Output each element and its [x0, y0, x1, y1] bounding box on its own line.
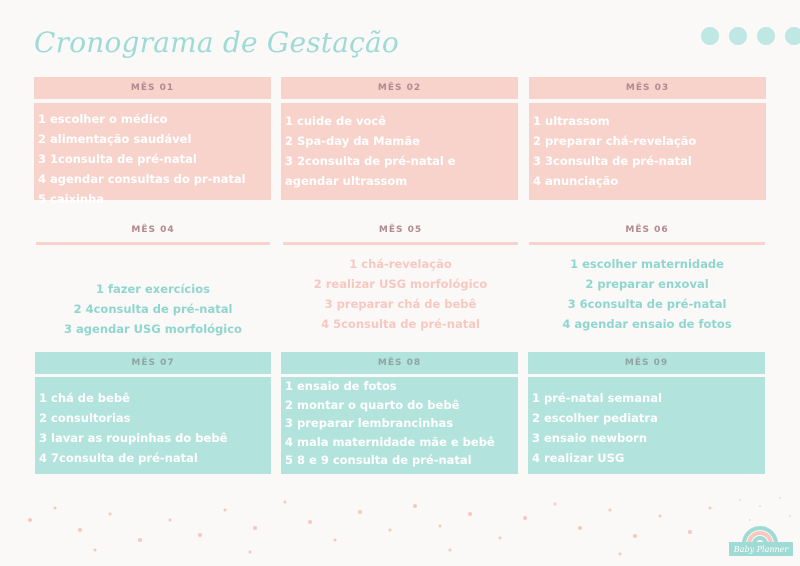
task-item: 1 escolher o médico — [38, 112, 168, 126]
task-item: 2 4consulta de pré-natal — [73, 302, 233, 316]
month-header: MÊS 08 — [281, 352, 518, 374]
divider — [36, 242, 270, 245]
month-tasks — [529, 103, 766, 200]
task-item: 4 agendar ensaio de fotos — [562, 317, 732, 331]
task-item: 1 pré-natal semanal — [532, 391, 662, 405]
task-item: 2 alimentação saudável — [38, 132, 192, 146]
task-item: 1 ultrassom — [533, 114, 610, 128]
task-item: 5 8 e 9 consulta de pré-natal — [285, 453, 472, 468]
task-item: 1 fazer exercícios — [96, 282, 210, 296]
month-header: MÊS 05 — [378, 225, 423, 235]
task-item: agendar ultrassom — [285, 174, 408, 188]
month-header: MÊS 04 — [131, 225, 175, 235]
divider — [283, 242, 518, 245]
task-item: 3 3consulta de pré-natal — [533, 154, 692, 168]
confetti-decoration — [0, 480, 800, 566]
month-header: MÊS 02 — [281, 77, 518, 99]
month-tasks — [281, 103, 518, 200]
month-tasks — [283, 254, 518, 334]
month-card-08 — [281, 352, 518, 474]
task-item: 2 escolher pediatra — [532, 411, 658, 425]
month-tasks — [528, 377, 765, 474]
task-item: 4 realizar USG — [532, 451, 625, 465]
task-item: 4 agendar consultas do pr-natal — [38, 172, 246, 186]
task-item: 2 consultorias — [39, 411, 131, 425]
task-item: 1 escolher maternidade — [570, 257, 724, 271]
task-item: 2 montar o quarto do bebê — [285, 397, 460, 412]
task-item: 3 lavar as roupinhas do bebê — [39, 431, 228, 445]
task-item: 3 agendar USG morfológico — [64, 322, 242, 336]
month-header: MÊS 09 — [528, 352, 765, 374]
month-card-03 — [529, 77, 766, 200]
month-card-07 — [35, 352, 271, 474]
task-item: 2 Spa-day da Mamãe — [285, 134, 420, 148]
task-item: 1 ensaio de fotos — [285, 379, 397, 393]
task-item: 1 cuide de você — [285, 114, 387, 128]
task-item: 4 7consulta de pré-natal — [39, 451, 198, 465]
month-header: MÊS 07 — [35, 352, 271, 374]
task-item: 1 chá-revelação — [349, 257, 452, 271]
task-item: 3 preparar chá de bebê — [324, 297, 477, 311]
task-item: 3 2consulta de pré-natal e — [285, 154, 456, 168]
month-tasks — [529, 254, 765, 334]
task-item: 3 preparar lembrancinhas — [285, 416, 454, 431]
month-card-05 — [283, 219, 518, 344]
page-title: Cronograma de Gestação — [34, 26, 399, 59]
task-item: 4 anunciação — [533, 174, 619, 188]
month-header: MÊS 06 — [625, 225, 669, 235]
task-item: 1 chá de bebê — [39, 391, 130, 405]
task-item: 4 5consulta de pré-natal — [321, 317, 480, 331]
logo-label: Baby Planner — [729, 542, 793, 556]
task-item: 2 preparar enxoval — [585, 277, 709, 291]
decor-dot — [729, 27, 747, 45]
decor-dot — [785, 27, 800, 45]
month-card-02 — [281, 77, 518, 200]
month-tasks — [36, 279, 270, 339]
month-card-01 — [34, 77, 271, 206]
month-tasks — [35, 377, 271, 474]
task-item: 3 1consulta de pré-natal — [38, 152, 197, 166]
month-header: MÊS 01 — [34, 77, 271, 99]
task-item: 3 ensaio newborn — [532, 431, 648, 445]
month-tasks — [281, 377, 518, 474]
task-item: 2 preparar chá-revelação — [533, 134, 697, 148]
month-card-06 — [529, 219, 765, 344]
decor-dot — [701, 27, 719, 45]
task-item: 5 caixinha — [38, 192, 105, 206]
month-header: MÊS 03 — [529, 77, 766, 99]
month-card-09 — [528, 352, 765, 474]
divider — [529, 242, 765, 245]
task-item: 4 mala maternidade mãe e bebê — [285, 434, 495, 449]
month-card-04 — [36, 219, 270, 344]
month-tasks — [34, 103, 271, 206]
task-item: 2 realizar USG morfológico — [313, 277, 488, 291]
decor-dot — [757, 27, 775, 45]
task-item: 3 6consulta de pré-natal — [567, 297, 727, 311]
